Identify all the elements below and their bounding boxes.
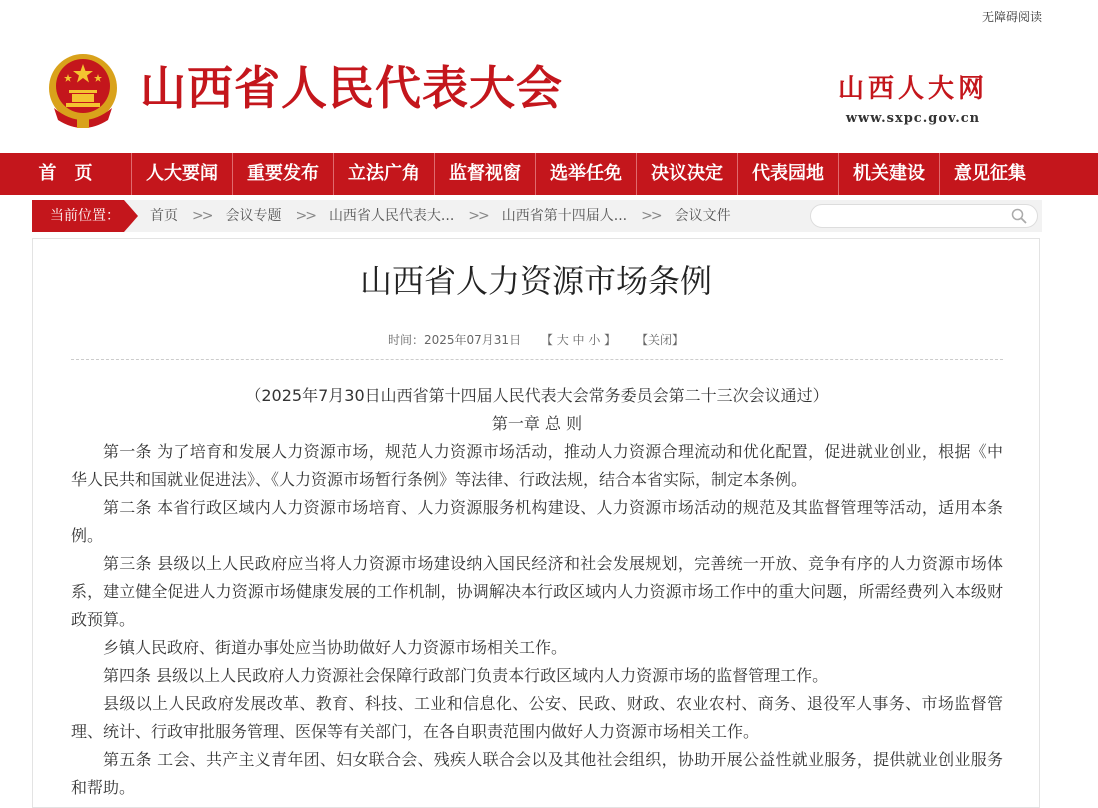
search-input[interactable] [821, 205, 1015, 227]
article-paragraph: 第二条 本省行政区域内人力资源市场培育、人力资源服务机构建设、人力资源市场活动的规范及其监督管理等活动，适用本条例。 [71, 498, 1003, 545]
article-paragraph: 第一章 总 则 [491, 414, 583, 433]
nav-item-home[interactable]: 首 页 [0, 153, 132, 195]
article-title: 山西省人力资源市场条例 [359, 262, 712, 300]
breadcrumb-separator: >> [468, 208, 488, 224]
national-emblem-icon [44, 50, 122, 130]
search-box [810, 204, 1038, 228]
article-panel [32, 238, 1040, 808]
nav-item-opinions[interactable]: 意见征集 [954, 163, 1026, 184]
accessibility-link[interactable]: 无障碍阅读 [981, 10, 1042, 24]
article-paragraph: 第四条 县级以上人民政府人力资源社会保障行政部门负责本行政区域内人力资源市场的监督管理工作。 [103, 666, 829, 685]
nav-item-organ-building[interactable]: 机关建设 [839, 153, 940, 195]
nav-item-releases[interactable]: 重要发布 [233, 153, 334, 195]
close-link[interactable]: 【关闭】 [636, 333, 685, 347]
search-icon[interactable] [1011, 208, 1027, 224]
article-meta [33, 331, 1039, 348]
brand-logo[interactable] [838, 68, 988, 126]
breadcrumb-separator: >> [192, 208, 212, 224]
nav-item-supervision[interactable]: 监督视窗 [435, 153, 536, 195]
breadcrumb [150, 200, 731, 232]
article-paragraph: 第五条 工会、共产主义青年团、妇女联合会、残疾人联合会以及其他社会组织，协助开展公益性就业服务，提供就业创业服务和帮助。 [71, 750, 1003, 797]
breadcrumb-item-documents[interactable]: 会议文件 [674, 208, 731, 224]
breadcrumb-bar [32, 200, 1042, 232]
breadcrumb-item-congress[interactable]: 山西省人民代表大... [328, 208, 455, 224]
article-paragraph: 乡镇人民政府、街道办事处应当协助做好人力资源市场相关工作。 [103, 638, 568, 657]
article-paragraph: 第一条 为了培育和发展人力资源市场，规范人力资源市场活动，推动人力资源合理流动和优化配置，促进就业创业，根据《中华人民共和国就业促进法》、《人力资源市场暂行条例》等法律、行政法规，结合本省实际，制定本条例。 [71, 442, 1003, 489]
font-size-controls[interactable]: 【 大 中 小 】 [540, 333, 617, 347]
nav-item-legislation[interactable]: 立法广角 [334, 153, 435, 195]
brand-name: 山西人大网 [837, 74, 988, 104]
breadcrumb-item-home[interactable]: 首页 [150, 208, 178, 224]
top-bar [0, 0, 1098, 30]
main-nav [0, 153, 1098, 195]
article-body [71, 382, 1003, 802]
article-paragraph: 县级以上人民政府发展改革、教育、科技、工业和信息化、公安、民政、财政、农业农村、商务、退役军人事务、市场监督管理、统计、行政审批服务管理、医保等有关部门，在各自职责范围内做好人力资源市场相关工作。 [71, 694, 1003, 741]
nav-item-elections[interactable]: 选举任免 [536, 153, 637, 195]
article-paragraph: 第三条 县级以上人民政府应当将人力资源市场建设纳入国民经济和社会发展规划，完善统一开放、竞争有序的人力资源市场体系，建立健全促进人力资源市场健康发展的工作机制，协调解决本行政区域内人力资源市场工作中的重大问题，所需经费列入本级财政预算。 [71, 554, 1003, 629]
site-title: 山西省人民代表大会 [140, 61, 563, 115]
breadcrumb-separator: >> [641, 208, 661, 224]
breadcrumb-separator: >> [295, 208, 315, 224]
site-header [0, 30, 1098, 152]
nav-item-deputies[interactable]: 代表园地 [738, 153, 839, 195]
divider [71, 359, 1003, 360]
breadcrumb-label: 当前位置： [32, 200, 124, 232]
article-paragraph: （2025年7月30日山西省第十四届人民代表大会常务委员会第二十三次会议通过） [245, 386, 829, 405]
publish-time: 时间：2025年07月31日 [387, 333, 522, 347]
breadcrumb-item-session[interactable]: 山西省第十四届人... [501, 208, 628, 224]
nav-item-news[interactable]: 人大要闻 [132, 153, 233, 195]
nav-item-resolutions[interactable]: 决议决定 [637, 153, 738, 195]
breadcrumb-item-special[interactable]: 会议专题 [225, 208, 282, 224]
brand-url: www.sxpc.gov.cn [845, 111, 981, 126]
